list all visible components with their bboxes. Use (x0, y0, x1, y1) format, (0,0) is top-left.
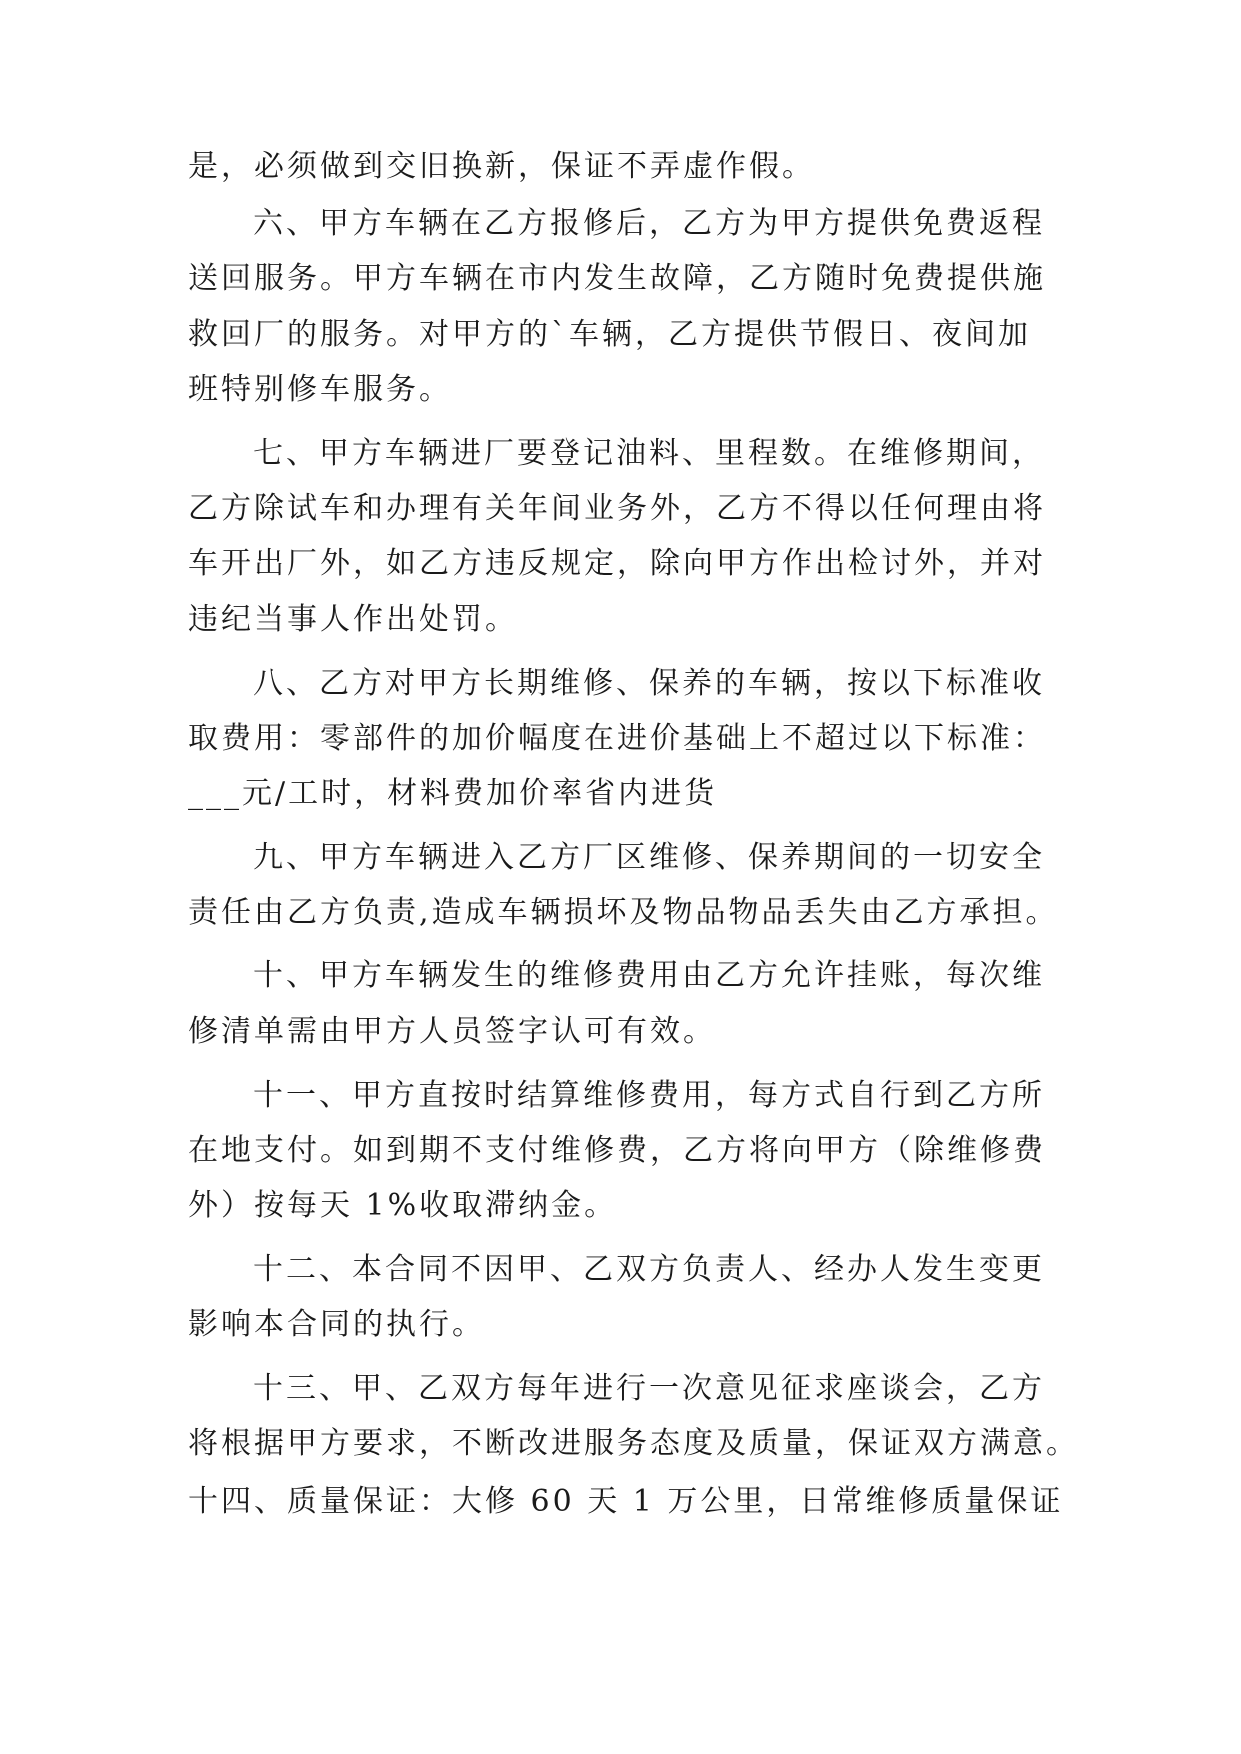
clause-11-line-1: 十一、甲方直按时结算维修费用，每方式自行到乙方所 (253, 1078, 1045, 1113)
clause-8-line-2: 取费用：零部件的加价幅度在进价基础上不超过以下标准： (188, 721, 1046, 756)
clause-14-line-1: 十四、质量保证：大修 60 天 1 万公里，日常维修质量保证 (188, 1484, 1064, 1519)
text-line-1: 是，必须做到交旧换新，保证不弄虚作假。 (188, 149, 815, 184)
clause-8-line-1: 八、乙方对甲方长期维修、保养的车辆，按以下标准收 (253, 666, 1045, 701)
clause-11-line-3: 外）按每天 1%收取滞纳金。 (188, 1188, 618, 1223)
clause-9-line-2: 责任由乙方负责,造成车辆损坏及物品物品丢失由乙方承担。 (188, 895, 1059, 930)
clause-12-line-1: 十二、本合同不因甲、乙双方负责人、经办人发生变更 (253, 1252, 1045, 1287)
clause-6-line-1: 六、甲方车辆在乙方报修后，乙方为甲方提供免费返程 (253, 206, 1045, 241)
clause-7-line-2: 乙方除试车和办理有关年间业务外，乙方不得以任何理由将 (188, 491, 1046, 526)
clause-10-line-2: 修清单需由甲方人员签字认可有效。 (188, 1014, 716, 1049)
clause-6-line-4: 班特别修车服务。 (188, 372, 452, 407)
clause-8-line-3: ___元/工时，材料费加价率省内进货 (188, 776, 718, 811)
clause-9-line-1: 九、甲方车辆进入乙方厂区维修、保养期间的一切安全 (253, 840, 1045, 875)
clause-11-line-2: 在地支付。如到期不支付维修费，乙方将向甲方（除维修费 (188, 1133, 1046, 1168)
clause-12-line-2: 影响本合同的执行。 (188, 1307, 485, 1342)
clause-13-line-1: 十三、甲、乙双方每年进行一次意见征求座谈会，乙方 (253, 1371, 1045, 1406)
clause-13-line-2: 将根据甲方要求，不断改进服务态度及质量，保证双方满意。 (188, 1426, 1079, 1461)
clause-10-line-1: 十、甲方车辆发生的维修费用由乙方允许挂账，每次维 (253, 958, 1045, 993)
clause-7-line-1: 七、甲方车辆进厂要登记油料、里程数。在维修期间， (253, 436, 1045, 471)
clause-7-line-3: 车开出厂外，如乙方违反规定，除向甲方作出检讨外，并对 (188, 546, 1046, 581)
clause-7-line-4: 违纪当事人作出处罚。 (188, 602, 518, 637)
clause-6-line-2: 送回服务。甲方车辆在市内发生故障，乙方随时免费提供施 (188, 261, 1046, 296)
clause-6-line-3: 救回厂的服务。对甲方的`车辆，乙方提供节假日、夜间加 (188, 317, 1031, 352)
